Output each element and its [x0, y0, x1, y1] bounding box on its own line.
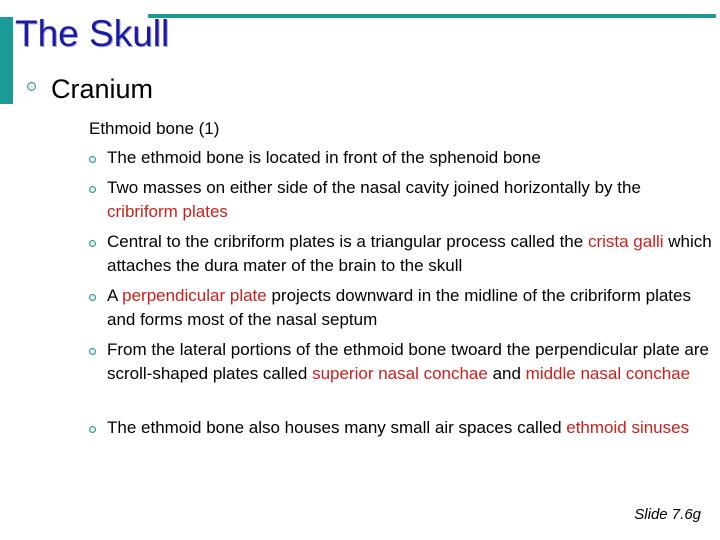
- bullet-dot-icon: [89, 156, 96, 163]
- slide-number: Slide 7.6g: [634, 506, 701, 523]
- slide-title: The Skull: [15, 13, 170, 54]
- bullet-text-segment: A: [107, 286, 123, 305]
- bullet-text-segment: The ethmoid bone is located in front of the sphenoid bone: [107, 148, 541, 167]
- bullet-point: [89, 284, 714, 332]
- bullet-point: [89, 230, 714, 278]
- bullet-dot-icon: [89, 426, 96, 433]
- accent-bar: [0, 17, 13, 104]
- highlighted-term: perpendicular plate: [122, 286, 267, 305]
- bullet-point: [89, 416, 714, 440]
- bullet-text: [107, 416, 714, 440]
- bullet-text: [107, 176, 714, 224]
- bullet-text: [107, 230, 714, 278]
- bullet-dot-icon: [89, 240, 96, 247]
- bullet-text: [107, 284, 714, 332]
- bullet-text-segment: The ethmoid bone also houses many small air spaces called: [107, 418, 567, 437]
- bullet-point: [89, 146, 714, 170]
- bullet-dot-icon: [27, 82, 36, 91]
- bullet-text-segment: projects downward in the midline of the cribriform plates and forms most of the nasal septum: [107, 286, 691, 329]
- level1-text: Cranium: [51, 74, 154, 104]
- bullet-dot-icon: [89, 294, 96, 301]
- highlighted-term: cribriform plates: [107, 202, 228, 221]
- bullet-point: [89, 176, 714, 224]
- bullet-text-segment: From the lateral portions of the ethmoid bone twoard the perpendicular plate are scroll-shaped plates called: [107, 340, 709, 383]
- bullet-point: [89, 338, 714, 386]
- highlighted-term: crista galli: [587, 232, 664, 251]
- highlighted-term: superior nasal conchae: [312, 364, 488, 383]
- bullet-text-segment: Two masses on either side of the nasal cavity joined horizontally by the: [107, 178, 641, 197]
- highlighted-term: ethmoid sinuses: [566, 418, 690, 437]
- bullet-text: [107, 338, 714, 386]
- bullet-text-segment: and: [487, 364, 526, 383]
- highlighted-term: middle nasal conchae: [525, 364, 691, 383]
- bullet-text: [107, 146, 714, 170]
- bullet-dot-icon: [89, 348, 96, 355]
- subheading: Ethmoid bone (1): [89, 119, 220, 138]
- bullet-dot-icon: [89, 186, 96, 193]
- title-rule: [148, 14, 716, 18]
- bullet-text-segment: which attaches the dura mater of the brain to the skull: [107, 232, 712, 275]
- bullet-text-segment: Central to the cribriform plates is a triangular process called the: [107, 232, 588, 251]
